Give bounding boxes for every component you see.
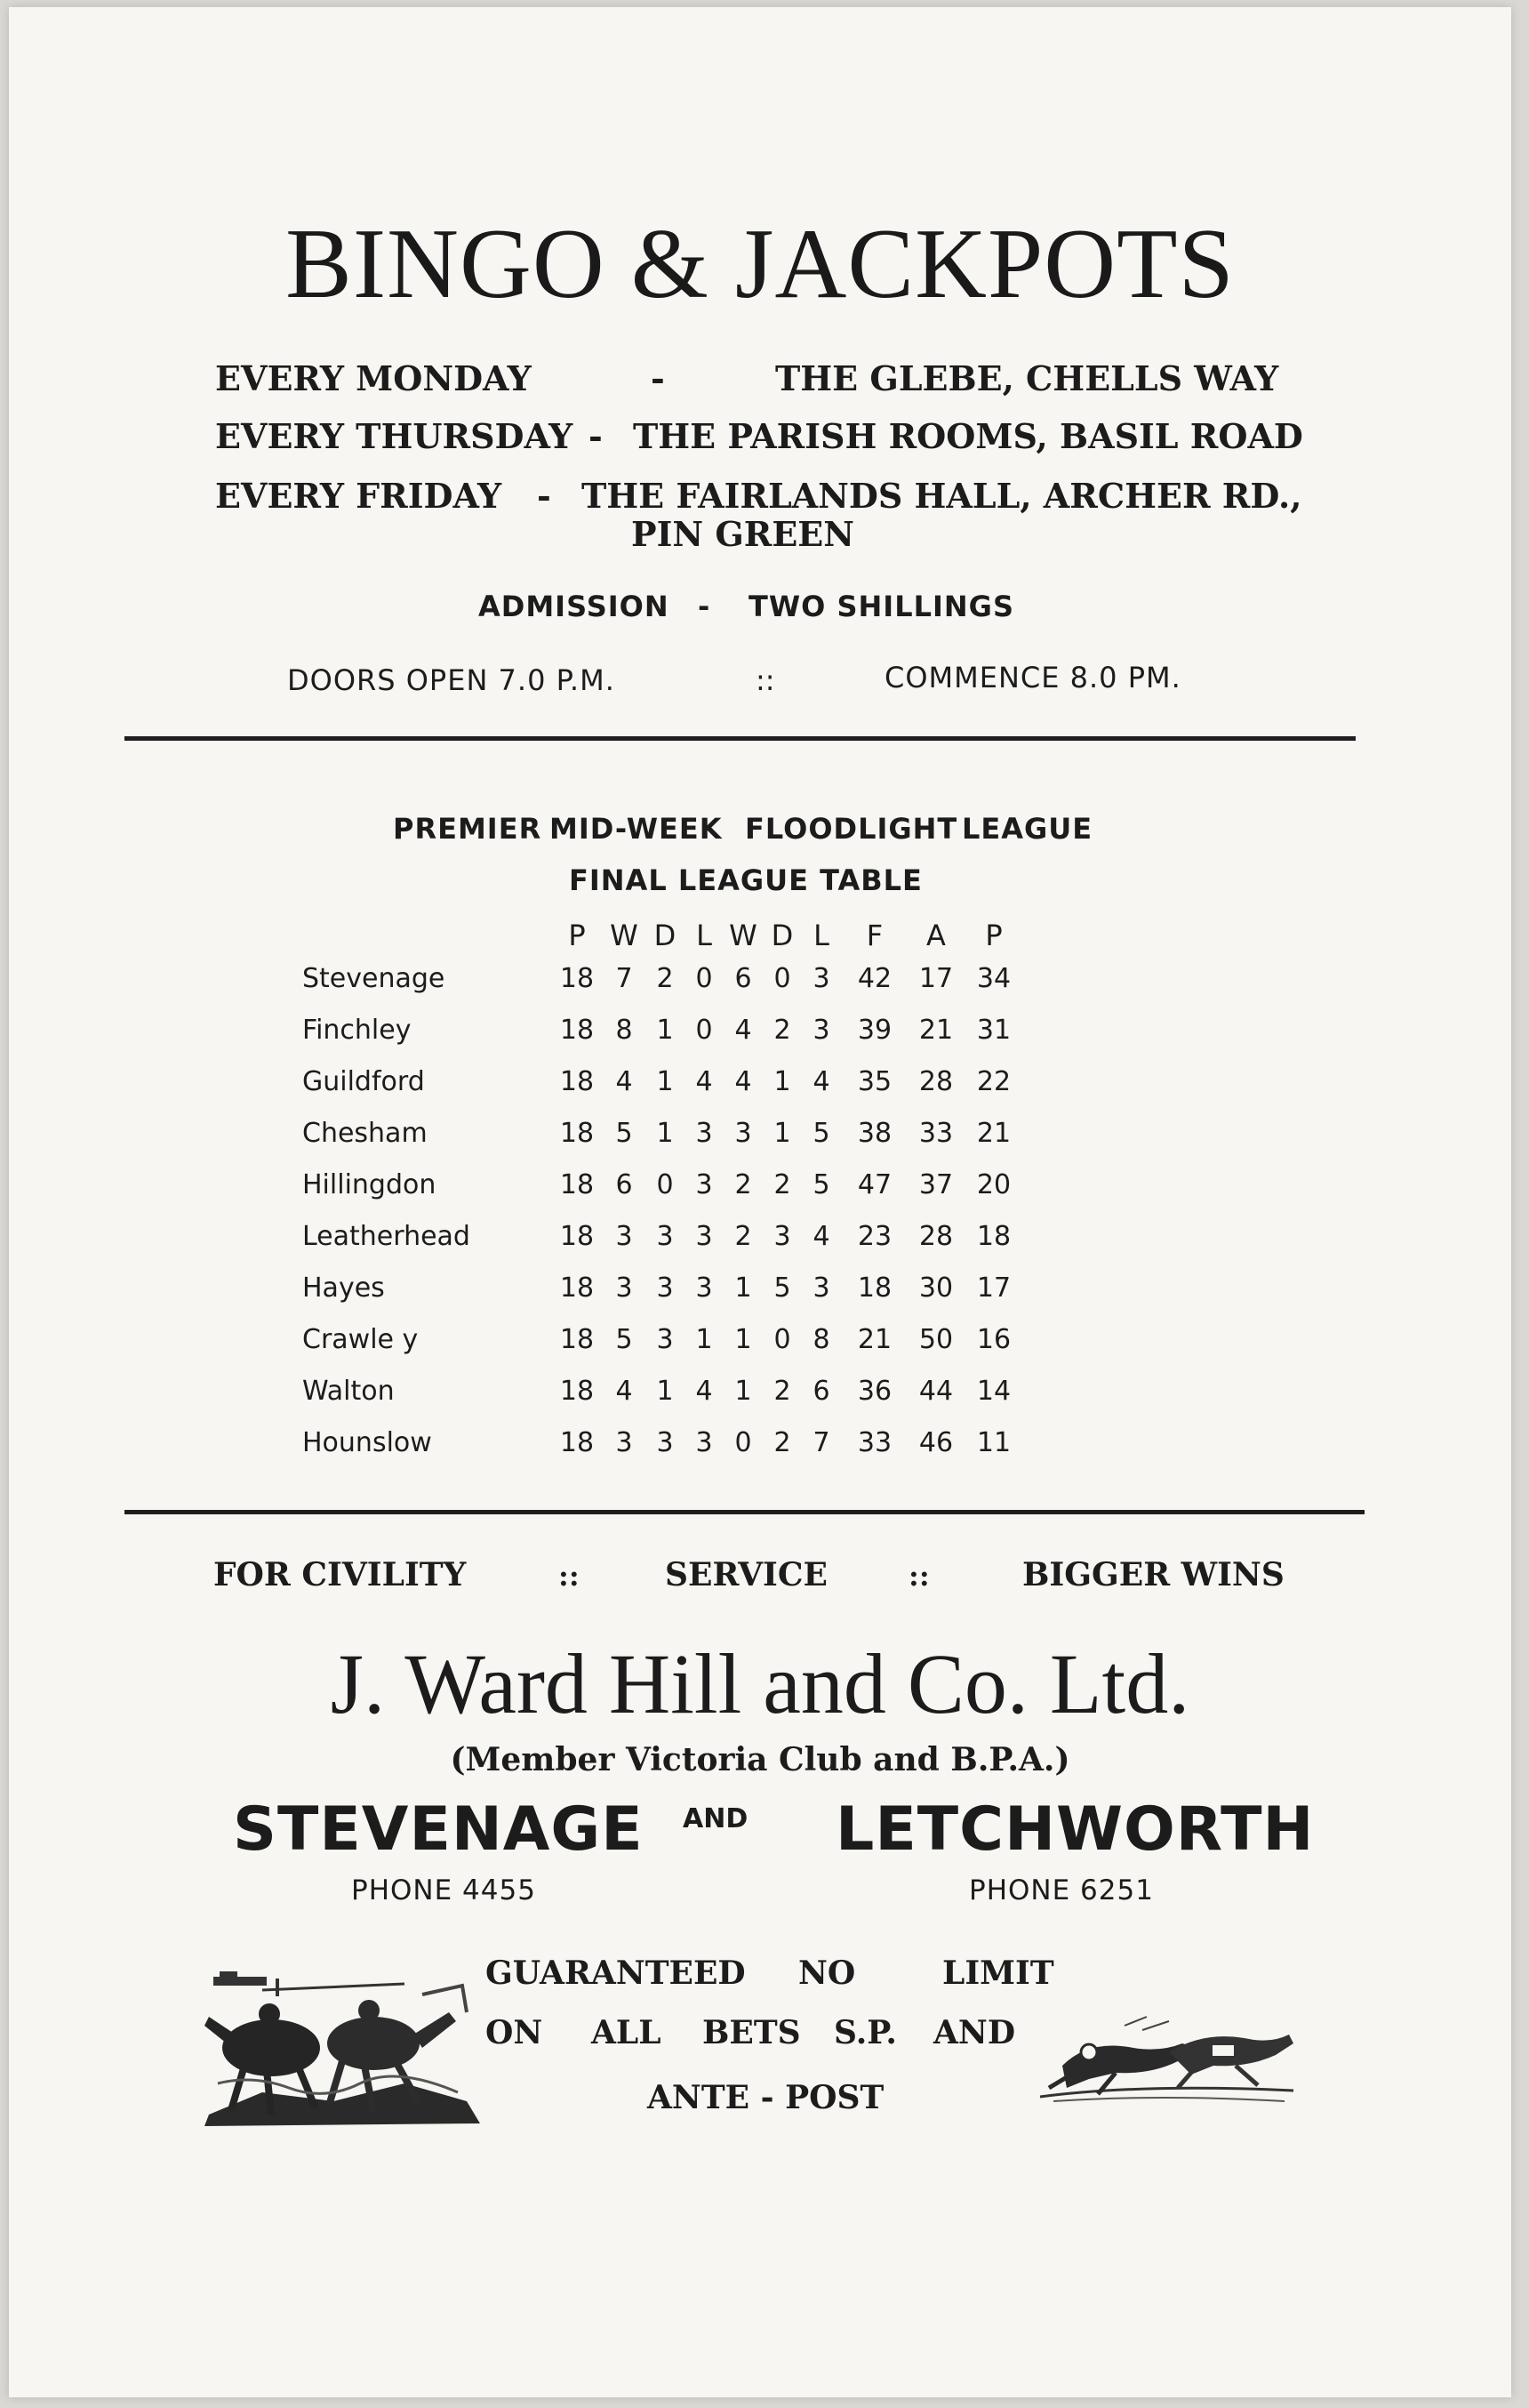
team-name: Hillingdon: [302, 1168, 436, 1200]
team-name: Stevenage: [302, 962, 445, 994]
admission-value: TWO SHILLINGS: [748, 590, 1014, 623]
table-cell: 7: [813, 1426, 830, 1458]
league-subtitle: FINAL LEAGUE TABLE: [569, 863, 923, 897]
table-row: [302, 1210, 1024, 1262]
team-name: Leatherhead: [302, 1220, 470, 1252]
table-cell: 42: [857, 962, 893, 994]
table-cell: 31: [976, 1014, 1012, 1046]
phone-stevenage: PHONE 4455: [351, 1874, 536, 1906]
table-cell: 36: [857, 1375, 893, 1407]
schedule-venue: THE FAIRLANDS HALL, ARCHER RD.,: [581, 476, 1302, 516]
table-cell: 33: [857, 1426, 893, 1458]
table-cell: 1: [734, 1375, 752, 1407]
and-label: AND: [683, 1803, 748, 1834]
table-cell: 38: [857, 1117, 893, 1149]
table-cell: 0: [695, 962, 713, 994]
table-cell: 18: [559, 1168, 595, 1200]
table-cell: 0: [695, 1014, 713, 1046]
table-cell: 18: [559, 1426, 595, 1458]
separator: ::: [756, 663, 775, 697]
table-cell: 1: [773, 1065, 791, 1097]
table-cell: 3: [695, 1426, 713, 1458]
table-cell: 2: [734, 1168, 752, 1200]
table-cell: 3: [734, 1117, 752, 1149]
table-cell: 50: [918, 1323, 954, 1355]
admission-dash: -: [698, 590, 711, 623]
table-cell: 3: [615, 1220, 633, 1252]
bets-word: ON: [485, 2014, 543, 2051]
column-header: D: [771, 919, 794, 952]
team-name: Chesham: [302, 1117, 428, 1149]
table-cell: 1: [734, 1272, 752, 1304]
table-cell: 7: [615, 962, 633, 994]
league-title-word: LEAGUE: [962, 812, 1093, 846]
horse-racing-illustration: [200, 1959, 484, 2128]
column-header: P: [568, 919, 586, 952]
team-name: Finchley: [302, 1014, 412, 1046]
table-cell: 21: [857, 1323, 893, 1355]
bets-word: LIMIT: [942, 1954, 1054, 1992]
doors-open-time: DOORS OPEN 7.0 P.M.: [287, 663, 615, 697]
column-header: L: [813, 919, 829, 952]
table-cell: 3: [656, 1272, 674, 1304]
table-cell: 35: [857, 1065, 893, 1097]
table-cell: 4: [813, 1065, 830, 1097]
table-row: [302, 1262, 1024, 1313]
table-cell: 30: [918, 1272, 954, 1304]
table-cell: 18: [559, 1375, 595, 1407]
team-name: Walton: [302, 1375, 395, 1407]
table-cell: 6: [734, 962, 752, 994]
column-header: F: [866, 919, 884, 952]
divider-rule: [124, 736, 1356, 741]
table-cell: 17: [976, 1272, 1012, 1304]
commence-time: COMMENCE 8.0 PM.: [885, 661, 1181, 694]
table-cell: 22: [976, 1065, 1012, 1097]
schedule-venue-continued: PIN GREEN: [631, 514, 855, 554]
table-cell: 3: [695, 1117, 713, 1149]
table-cell: 4: [695, 1375, 713, 1407]
table-cell: 6: [813, 1375, 830, 1407]
table-cell: 3: [813, 1272, 830, 1304]
table-cell: 1: [734, 1323, 752, 1355]
table-row: [302, 1313, 1024, 1365]
table-cell: 1: [656, 1014, 674, 1046]
table-cell: 18: [559, 962, 595, 994]
table-cell: 18: [976, 1220, 1012, 1252]
table-cell: 3: [656, 1220, 674, 1252]
table-row: [302, 1004, 1024, 1056]
schedule-dash: -: [537, 476, 551, 516]
table-cell: 2: [656, 962, 674, 994]
table-cell: 5: [773, 1272, 791, 1304]
table-cell: 20: [976, 1168, 1012, 1200]
column-header: W: [729, 919, 757, 952]
table-cell: 0: [734, 1426, 752, 1458]
table-cell: 5: [813, 1168, 830, 1200]
league-title-word: PREMIER: [393, 812, 542, 846]
table-cell: 0: [656, 1168, 674, 1200]
column-header: A: [926, 919, 946, 952]
schedule-dash: -: [588, 416, 603, 456]
table-cell: 4: [695, 1065, 713, 1097]
table-cell: 3: [615, 1272, 633, 1304]
bets-word: NO: [798, 1954, 856, 1992]
table-row: [302, 1159, 1024, 1210]
table-cell: 47: [857, 1168, 893, 1200]
table-cell: 23: [857, 1220, 893, 1252]
table-cell: 1: [695, 1323, 713, 1355]
table-cell: 6: [615, 1168, 633, 1200]
table-cell: 18: [857, 1272, 893, 1304]
table-cell: 1: [656, 1065, 674, 1097]
table-cell: 8: [615, 1014, 633, 1046]
team-name: Hounslow: [302, 1426, 432, 1458]
table-cell: 11: [976, 1426, 1012, 1458]
column-header: D: [653, 919, 676, 952]
bets-word: ALL: [591, 2014, 661, 2051]
table-cell: 0: [773, 1323, 791, 1355]
table-cell: 2: [734, 1220, 752, 1252]
team-name: Crawle y: [302, 1323, 419, 1355]
table-cell: 34: [976, 962, 1012, 994]
schedule-venue: THE PARISH ROOMS, BASIL ROAD: [633, 416, 1303, 456]
table-cell: 4: [615, 1065, 633, 1097]
table-cell: 3: [695, 1220, 713, 1252]
table-cell: 2: [773, 1014, 791, 1046]
table-cell: 3: [695, 1272, 713, 1304]
separator: ::: [558, 1559, 580, 1593]
table-cell: 5: [813, 1117, 830, 1149]
table-cell: 18: [559, 1117, 595, 1149]
slogan-service: SERVICE: [665, 1556, 828, 1593]
table-cell: 3: [656, 1426, 674, 1458]
page-title: BINGO & JACKPOTS: [285, 209, 1235, 319]
table-cell: 46: [918, 1426, 954, 1458]
table-cell: 18: [559, 1220, 595, 1252]
phone-letchworth: PHONE 6251: [969, 1874, 1154, 1906]
table-cell: 1: [656, 1375, 674, 1407]
table-row: [302, 1107, 1024, 1159]
table-row: [302, 1365, 1024, 1417]
table-cell: 4: [813, 1220, 830, 1252]
team-name: Guildford: [302, 1065, 425, 1097]
table-cell: 21: [976, 1117, 1012, 1149]
table-cell: 44: [918, 1375, 954, 1407]
divider-rule: [124, 1510, 1365, 1514]
table-cell: 21: [918, 1014, 954, 1046]
table-cell: 37: [918, 1168, 954, 1200]
table-cell: 4: [734, 1065, 752, 1097]
table-cell: 1: [656, 1117, 674, 1149]
table-cell: 4: [734, 1014, 752, 1046]
admission-label: ADMISSION: [478, 590, 669, 623]
programme-page: [9, 7, 1511, 2397]
table-cell: 16: [976, 1323, 1012, 1355]
table-cell: 39: [857, 1014, 893, 1046]
table-cell: 2: [773, 1375, 791, 1407]
table-cell: 28: [918, 1220, 954, 1252]
column-header: P: [985, 919, 1003, 952]
team-name: Hayes: [302, 1272, 385, 1304]
table-cell: 33: [918, 1117, 954, 1149]
table-cell: 2: [773, 1168, 791, 1200]
table-cell: 3: [773, 1220, 791, 1252]
table-cell: 3: [813, 1014, 830, 1046]
table-row: [302, 952, 1024, 1004]
league-table: [302, 919, 1024, 1468]
bets-word: S.P.: [834, 2014, 897, 2051]
table-cell: 4: [615, 1375, 633, 1407]
company-name: J. Ward Hill and Co. Ltd.: [330, 1636, 1190, 1731]
table-cell: 3: [813, 962, 830, 994]
schedule-dash: -: [651, 358, 665, 398]
slogan-bigger-wins: BIGGER WINS: [1022, 1556, 1285, 1593]
table-cell: 5: [615, 1323, 633, 1355]
table-cell: 28: [918, 1065, 954, 1097]
separator: ::: [909, 1559, 930, 1593]
table-cell: 8: [813, 1323, 830, 1355]
schedule-venue: THE GLEBE, CHELLS WAY: [775, 358, 1279, 398]
table-cell: 3: [615, 1426, 633, 1458]
greyhound-racing-illustration: [1036, 2012, 1298, 2115]
column-header: L: [696, 919, 712, 952]
table-row: [302, 1056, 1024, 1107]
table-cell: 2: [773, 1426, 791, 1458]
table-row: [302, 1417, 1024, 1468]
table-cell: 1: [773, 1117, 791, 1149]
bets-word: AND: [933, 2014, 1016, 2051]
league-title-word: FLOODLIGHT: [745, 812, 958, 846]
table-cell: 3: [695, 1168, 713, 1200]
table-header-row: [302, 919, 1024, 952]
table-cell: 18: [559, 1014, 595, 1046]
town-stevenage: STEVENAGE: [233, 1794, 644, 1865]
league-title-word: MID-WEEK: [549, 812, 723, 846]
table-cell: 0: [773, 962, 791, 994]
table-cell: 18: [559, 1065, 595, 1097]
table-cell: 18: [559, 1272, 595, 1304]
schedule-day: EVERY FRIDAY: [215, 476, 502, 516]
slogan-civility: FOR CIVILITY: [213, 1556, 467, 1593]
bets-word: GUARANTEED: [485, 1954, 746, 1992]
column-header: W: [610, 919, 638, 952]
table-cell: 3: [656, 1323, 674, 1355]
team-column-header: [302, 919, 551, 952]
schedule-day: EVERY MONDAY: [215, 358, 532, 398]
company-membership: (Member Victoria Club and B.P.A.): [450, 1741, 1070, 1778]
schedule-day: EVERY THURSDAY: [215, 416, 573, 456]
table-cell: 14: [976, 1375, 1012, 1407]
town-letchworth: LETCHWORTH: [836, 1794, 1315, 1865]
bets-word: BETS: [702, 2014, 801, 2051]
table-cell: 17: [918, 962, 954, 994]
table-cell: 18: [559, 1323, 595, 1355]
bets-ante-post: ANTE - POST: [647, 2079, 885, 2116]
table-cell: 5: [615, 1117, 633, 1149]
